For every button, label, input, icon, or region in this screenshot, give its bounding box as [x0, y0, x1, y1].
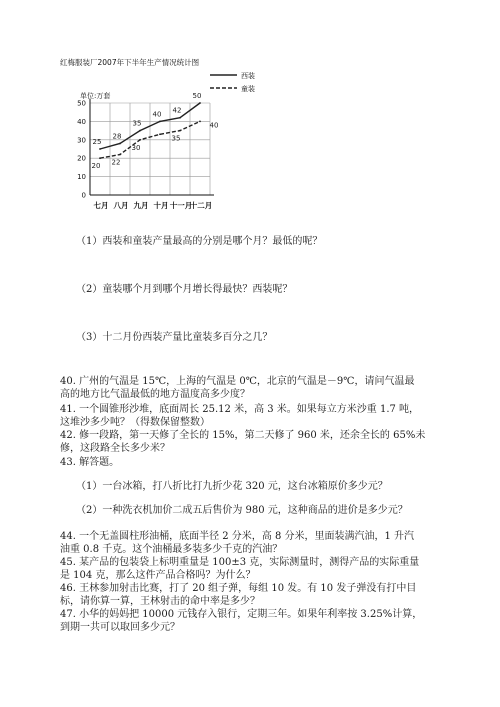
question-2: （2）童装哪个月到哪个月增长得最快？西装呢？	[76, 284, 293, 295]
question-1: （1）西装和童装产量最高的分别是哪个月？最低的呢？	[76, 236, 323, 247]
data-point-suit	[179, 117, 181, 119]
problem-46-line-2: 标，请你算一算，王林射击的命中率是多少？	[60, 596, 260, 607]
x-tick-label: 九月	[133, 201, 149, 210]
problem-47	[60, 608, 450, 634]
data-label-suit: 28	[112, 132, 122, 141]
problem-46	[60, 582, 450, 608]
problem-43-line-1: 43. 解答题。	[60, 457, 120, 468]
data-point-suit	[199, 102, 201, 104]
problem-44-line-1: 44. 一个无盖圆柱形油桶，底面半径 2 分米，高 8 分米，里面装满汽油，1 升汽	[60, 531, 415, 542]
data-point-kids	[159, 133, 161, 135]
problem-42-line-1: 42. 修一段路，第一天修了全长的 15%，第二天修了 960 米，还余全长的 65%未	[60, 430, 426, 441]
data-point-suit	[139, 130, 141, 132]
problem-42	[60, 429, 450, 455]
x-tick-label: 八月	[113, 201, 129, 210]
subquestion-2: （2）一种洗衣机加价二成五后售价为 980 元，这种商品的进价是多少元？	[76, 505, 408, 516]
data-label-kids: 20	[91, 162, 101, 171]
subquestion-1: （1）一台冰箱，打八折比打九折少花 320 元，这台冰箱原价多少元？	[76, 481, 388, 492]
data-point-kids	[199, 121, 201, 123]
data-point-kids	[99, 157, 101, 159]
data-point-kids	[139, 139, 141, 141]
x-tick-label: 十二月	[189, 201, 213, 210]
y-tick-label: 50	[77, 99, 86, 108]
y-tick-label: 10	[77, 173, 86, 182]
problem-41-line-2: 这堆沙多少吨？（得数保留整数）	[60, 417, 210, 428]
data-label-kids: 30	[131, 143, 141, 152]
x-tick-label: 十月	[153, 201, 169, 210]
chart-unit-label: 单位:万套	[80, 92, 111, 100]
legend-label-kids: 童装	[241, 85, 255, 93]
data-point-suit	[119, 143, 121, 145]
y-tick-label: 30	[77, 136, 86, 145]
data-label-kids: 35	[171, 134, 181, 143]
y-tick-label: 0	[81, 191, 86, 200]
problem-41-line-1: 41. 一个圆锥形沙堆，底面周长 25.12 米，高 3 米。如果每立方米沙重 1.7 吨，	[60, 404, 420, 415]
question-3: （3）十二月份西装产量比童装多百分之几？	[76, 332, 273, 343]
data-point-kids	[179, 130, 181, 132]
data-label-suit: 40	[152, 110, 162, 119]
problem-41	[60, 403, 450, 429]
data-point-suit	[159, 121, 161, 123]
data-label-suit: 50	[192, 92, 202, 100]
problem-42-line-2: 修，这段路全长多少米？	[60, 443, 170, 454]
problem-43	[60, 456, 450, 469]
data-point-kids	[119, 154, 121, 156]
legend-label-suit: 西装	[241, 72, 255, 80]
problem-45	[60, 556, 450, 582]
chart-title: 红梅服装厂2007年下半年生产情况统计图	[60, 58, 200, 67]
y-tick-label: 40	[77, 117, 86, 126]
chart-legend	[210, 71, 255, 93]
data-label-suit: 25	[92, 138, 102, 146]
data-point-suit	[99, 148, 101, 150]
problem-44-line-2: 油重 0.8 千克。这个油桶最多装多少千克的汽油？	[60, 544, 283, 555]
y-tick-label: 20	[77, 154, 86, 163]
problem-46-line-1: 46. 王林参加射击比赛，打了 20 组子弹，每组 10 发。有 10 发子弹没有打中目	[60, 583, 417, 594]
problem-44	[60, 530, 450, 556]
data-label-kids: 22	[111, 158, 121, 167]
x-tick-label: 十一月	[169, 201, 193, 210]
problem-47-line-2: 到期一共可以取回多少元？	[60, 622, 180, 633]
data-label-kids: 40	[209, 121, 219, 130]
problem-40-line-1: 40. 广州的气温是 15℃，上海的气温是 0℃，北京的气温是－9℃，请问气温最	[60, 376, 415, 387]
x-tick-label: 七月	[93, 201, 109, 210]
data-label-suit: 35	[132, 119, 142, 128]
problem-40-line-2: 高的地方比气温最低的地方温度高多少度？	[60, 389, 250, 400]
problem-47-line-1: 47. 小华的妈妈把 10000 元钱存入银行，定期三年。如果年利率按 3.25%计算，	[60, 609, 423, 620]
problem-45-line-2: 是 104 克，那么这件产品合格吗？为什么？	[60, 570, 256, 581]
line-chart	[60, 55, 255, 215]
problem-40	[60, 375, 450, 401]
data-label-suit: 42	[172, 106, 182, 115]
problem-45-line-1: 45. 某产品的包装袋上标明重量是 100±3 克，实际测量时，测得产品的实际重量	[60, 557, 420, 568]
